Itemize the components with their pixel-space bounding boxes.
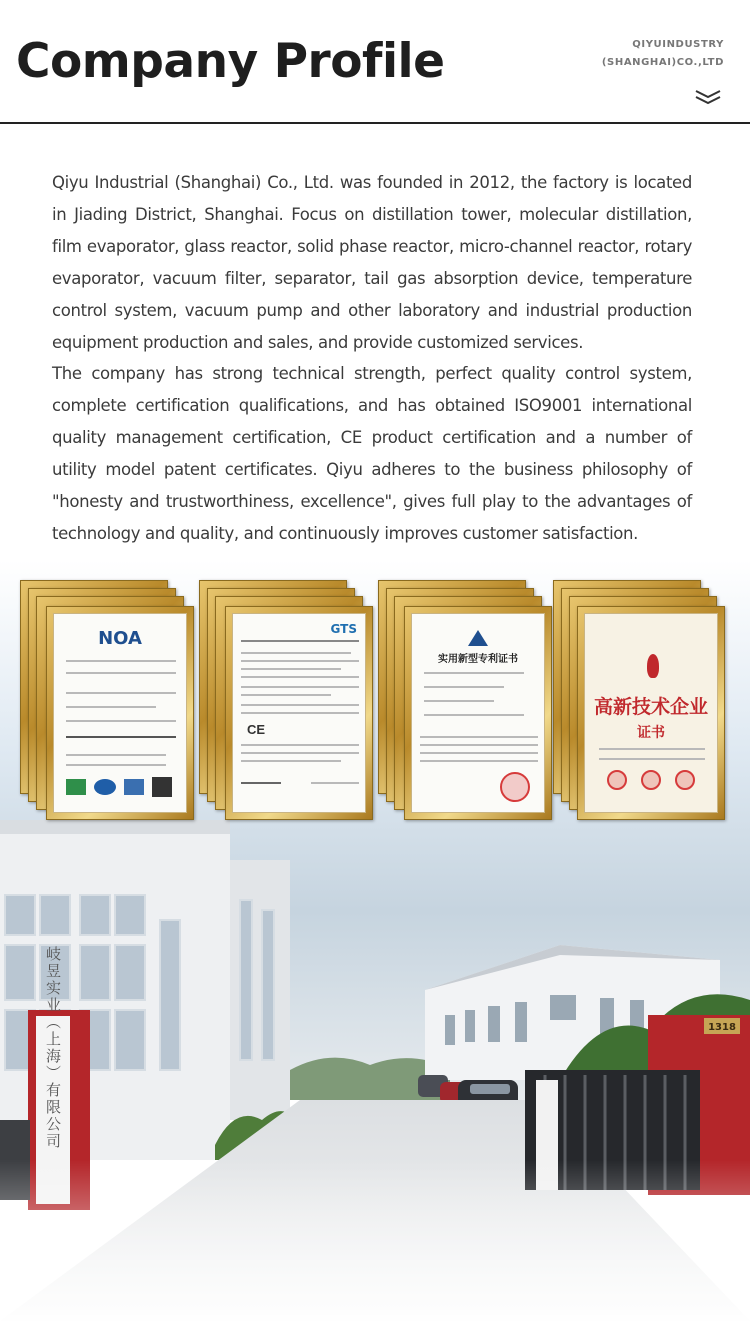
page-title: Company Profile: [16, 34, 445, 89]
company-description: [52, 167, 692, 550]
flame-icon: [647, 654, 659, 678]
chevron-down-icon[interactable]: [694, 88, 722, 106]
brand-line-2: (SHANGHAI)CO.,LTD: [601, 57, 724, 68]
seal-1: [607, 770, 627, 790]
seal-3: [675, 770, 695, 790]
iso9001-certificate[interactable]: [20, 574, 190, 824]
page-header: [0, 0, 750, 124]
noa-logo: NOA: [98, 628, 142, 649]
company-brand: [602, 36, 724, 72]
description-paragraph-2: The company has strong technical strength, perfect quality control system, complete certification qualifications, and has obtained ISO9001 international quality management certification, CE product certification and a number of utility model patent certificates. Qiyu adheres to the business philosophy of "honesty and trustworthiness, excellence", gives full play to the advantages of technology and quality, and continuously improves customer satisfaction.: [52, 364, 692, 543]
high-tech-subtitle: 证书: [637, 725, 665, 741]
building-number: 1318: [708, 1022, 736, 1033]
patent-certificate[interactable]: [378, 574, 548, 824]
certificate-gallery: [0, 574, 750, 826]
high-tech-title: 高新技术企业: [593, 696, 708, 718]
seal-2: [641, 770, 661, 790]
brand-line-1: QIYUINDUSTRY: [632, 39, 724, 50]
gts-logo: GTS: [330, 622, 357, 636]
gate-sign: 岐昱实业（上海）有限公司: [44, 946, 62, 1150]
patent-seal: [500, 772, 530, 802]
ce-mark: CE: [247, 722, 266, 737]
description-paragraph-1: Qiyu Industrial (Shanghai) Co., Ltd. was founded in 2012, the factory is located in Jiading District, Shanghai. Focus on distillation tower, molecular distillation, film evaporator, glass reactor, solid phase reactor, micro-channel reactor, rotary evaporator, vacuum filter, separator, tail gas absorption device, temperature control system, vacuum pump and other laboratory and industrial production equipment production and sales, and provide customized services.: [52, 173, 692, 352]
patent-title: 实用新型专利证书: [438, 654, 518, 665]
high-tech-certificate[interactable]: [553, 574, 723, 824]
ce-certificate[interactable]: [199, 574, 369, 824]
